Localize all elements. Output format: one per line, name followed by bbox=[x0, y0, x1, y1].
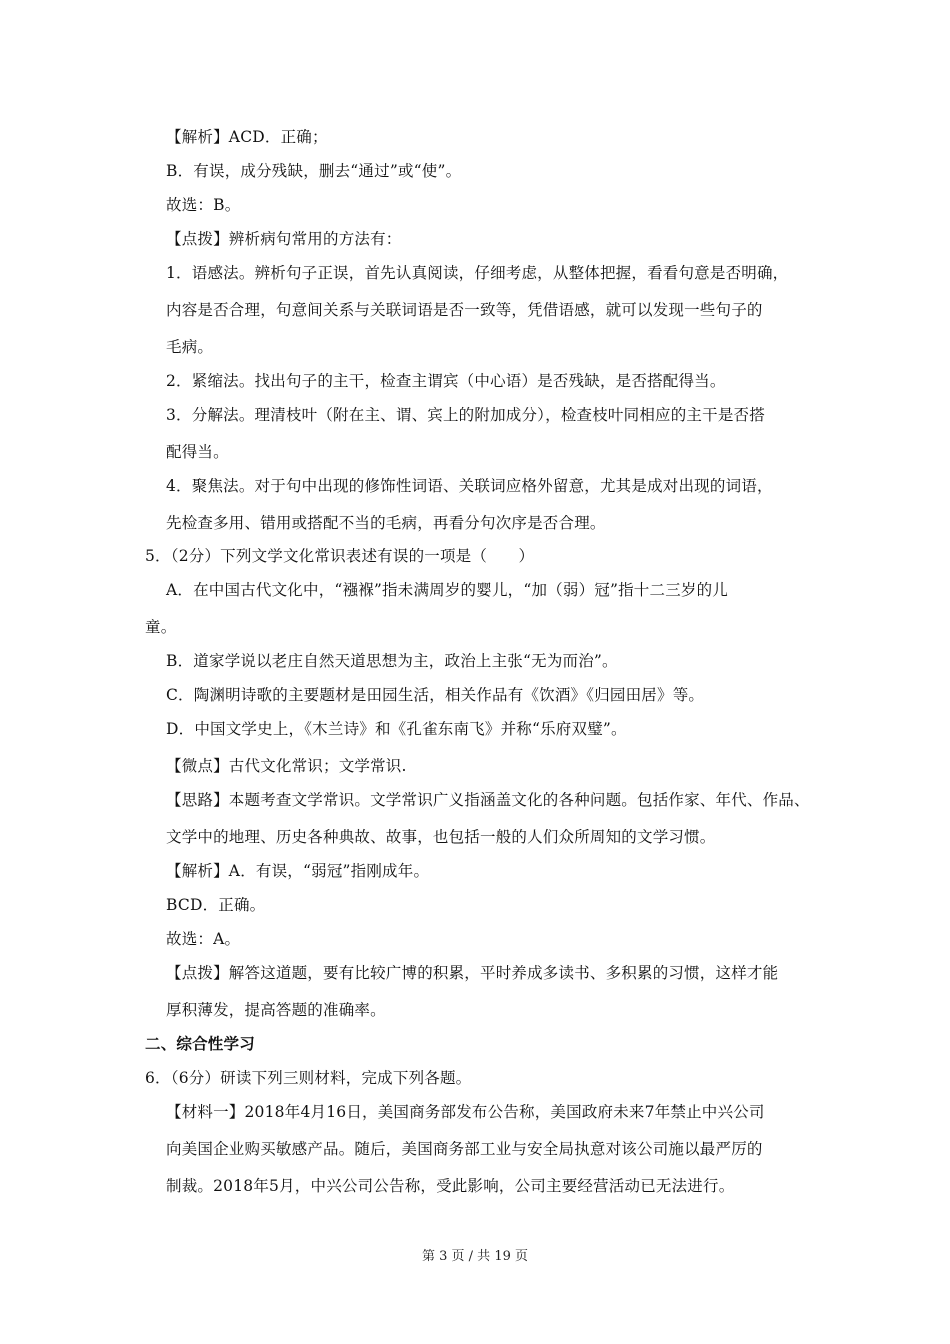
material-1-line-1: 【材料一】2018年4月16日，美国商务部发布公告称，美国政府未来7年禁止中兴公司 bbox=[166, 1103, 765, 1121]
question-5-option-d: D．中国文学史上，《木兰诗》和《孔雀东南飞》并称“乐府双璧”。 bbox=[166, 720, 627, 738]
question-5-bcd-correct: BCD．正确。 bbox=[166, 896, 266, 914]
text-line-method-4: 4．聚焦法。对于句中出现的修饰性词语、关联词应格外留意，尤其是成对出现的词语， bbox=[166, 477, 773, 495]
page-footer: 第 3 页 / 共 19 页 bbox=[422, 1249, 528, 1264]
question-6-stem: 6．（6分）研读下列三则材料，完成下列各题。 bbox=[145, 1069, 472, 1087]
text-line-method-4-end: 先检查多用、错用或搭配不当的毛病，再看分句次序是否合理。 bbox=[166, 514, 606, 532]
question-5-analysis: 【解析】A．有误，“弱冠”指刚成年。 bbox=[166, 862, 430, 880]
question-5-tips: 【点拨】解答这道题，要有比较广博的积累，平时养成多读书、多积累的习惯，这样才能 bbox=[166, 964, 779, 982]
text-line-method-1-cont: 内容是否合理，句意间关系与关联词语是否一致等，凭借语感，就可以发现一些句子的 bbox=[166, 301, 763, 319]
text-line-method-2: 2．紧缩法。找出句子的主干，检查主谓宾（中心语）是否残缺，是否搭配得当。 bbox=[166, 372, 726, 390]
text-line-answer-b: 故选：B。 bbox=[166, 196, 241, 214]
question-5-option-c: C．陶渊明诗歌的主要题材是田园生活，相关作品有《饮酒》《归园田居》等。 bbox=[166, 686, 705, 704]
question-5-tips-cont: 厚积薄发，提高答题的准确率。 bbox=[166, 1001, 386, 1019]
text-line-method-3-end: 配得当。 bbox=[166, 443, 229, 461]
section-heading-comprehensive-study: 二、综合性学习 bbox=[145, 1034, 255, 1053]
material-1-line-3: 制裁。2018年5月，中兴公司公告称，受此影响，公司主要经营活动已无法进行。 bbox=[166, 1177, 735, 1195]
text-line-method-3: 3．分解法。理清枝叶（附在主、谓、宾上的附加成分），检查枝叶同相应的主干是否搭 bbox=[166, 406, 765, 424]
text-line-option-b-error: B．有误，成分残缺，删去“通过”或“使”。 bbox=[166, 162, 462, 180]
question-5-option-b: B．道家学说以老庄自然天道思想为主，政治上主张“无为而治”。 bbox=[166, 652, 618, 670]
question-5-answer: 故选：A。 bbox=[166, 930, 241, 948]
question-5-knowledge-point: 【微点】古代文化常识；文学常识. bbox=[166, 757, 407, 775]
question-5-option-a-end: 童。 bbox=[145, 618, 177, 636]
question-5-stem: 5．（2分）下列文学文化常识表述有误的一项是（ ） bbox=[145, 547, 535, 565]
question-5-option-a: A．在中国古代文化中，“襁褓”指未满周岁的婴儿，“加（弱）冠”指十二三岁的儿 bbox=[166, 581, 728, 599]
material-1-line-2: 向美国企业购买敏感产品。随后，美国商务部工业与安全局执意对该公司施以最严厉的 bbox=[166, 1140, 763, 1158]
question-5-approach: 【思路】本题考查文学常识。文学常识广义指涵盖文化的各种问题。包括作家、年代、作品、 bbox=[166, 791, 810, 809]
text-line-tips-heading: 【点拨】辨析病句常用的方法有： bbox=[166, 230, 402, 248]
text-line-method-1: 1．语感法。辨析句子正误，首先认真阅读，仔细考虑，从整体把握，看看句意是否明确， bbox=[166, 264, 789, 282]
text-line-method-1-end: 毛病。 bbox=[166, 338, 214, 356]
question-5-approach-cont: 文学中的地理、历史各种典故、故事，也包括一般的人们众所周知的文学习惯。 bbox=[166, 828, 716, 846]
text-line-analysis-acd: 【解析】ACD．正确； bbox=[166, 128, 328, 146]
